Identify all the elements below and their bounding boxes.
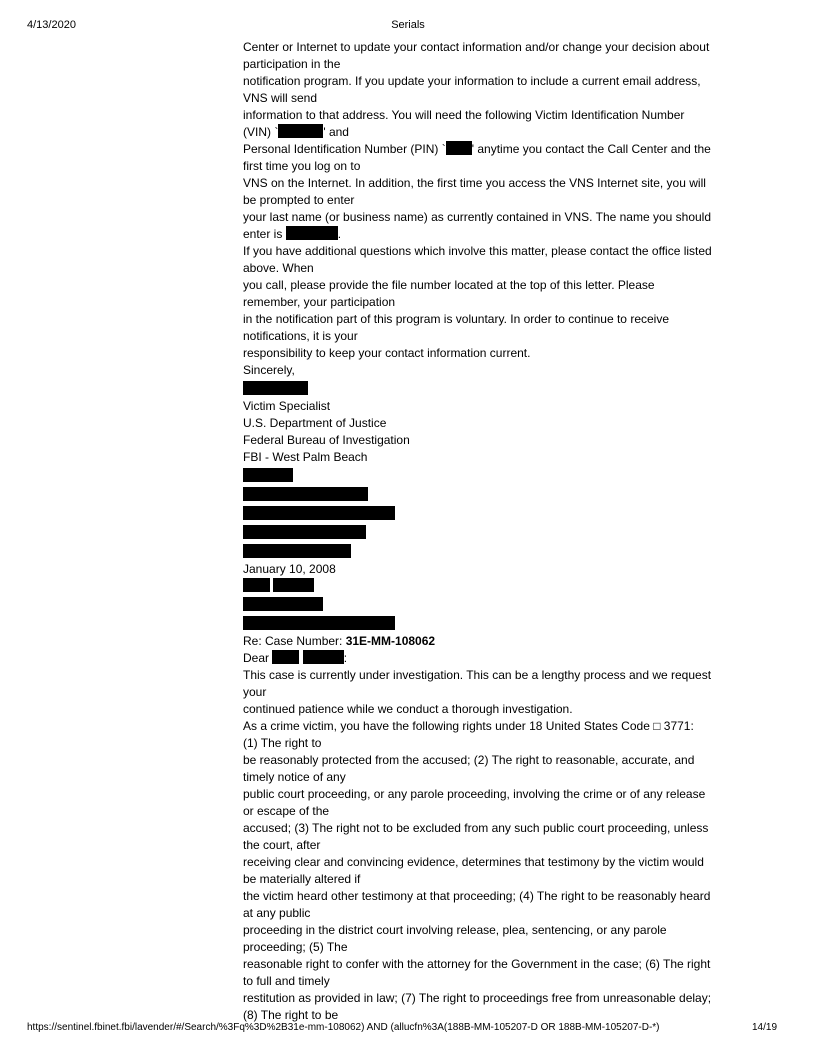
text-line: timely notice of any bbox=[243, 770, 346, 784]
text-line: first time you log on to bbox=[243, 159, 361, 173]
text-line: the court, after bbox=[243, 838, 321, 852]
redaction-pin bbox=[446, 141, 472, 155]
text-line: (1) The right to bbox=[243, 736, 322, 750]
text-line: notification program. If you update your information to include a current email address, bbox=[243, 74, 701, 88]
print-date: 4/13/2020 bbox=[27, 19, 76, 31]
dear-label: Dear bbox=[243, 651, 270, 665]
print-title: Serials bbox=[391, 19, 425, 31]
text-line: notifications, it is your bbox=[243, 329, 358, 343]
text-line: be materially altered if bbox=[243, 872, 361, 886]
text-line: This case is currently under investigation. This can be a lengthy process and we request bbox=[243, 668, 712, 682]
text-line: or escape of the bbox=[243, 804, 330, 818]
vin-line bbox=[243, 124, 718, 141]
redaction-recipient bbox=[243, 616, 718, 633]
enter-is-suffix: . bbox=[337, 227, 342, 241]
text-line: As a crime victim, you have the following rights under 18 United States Code □ 3771: bbox=[243, 719, 694, 733]
redaction-dear-first bbox=[272, 650, 299, 664]
text-line: you call, please provide the file number located at the top of this letter. Please bbox=[243, 278, 655, 292]
redaction-address bbox=[243, 544, 718, 561]
text-line: be prompted to enter bbox=[243, 193, 355, 207]
text-line: public court proceeding, or any parole proceeding, involving the crime or of any release bbox=[243, 787, 706, 801]
signature-line: Victim Specialist bbox=[243, 399, 331, 413]
text-line: Center or Internet to update your contact information and/or change your decision about bbox=[243, 40, 710, 54]
redaction-address bbox=[243, 506, 718, 523]
enter-is-prefix: enter is bbox=[243, 227, 286, 241]
text-line: proceeding; (5) The bbox=[243, 940, 348, 954]
redaction-address bbox=[243, 468, 718, 485]
re-prefix: Re: Case Number: bbox=[243, 634, 346, 648]
pin-prefix: Personal Identification Number (PIN) ` bbox=[243, 142, 446, 156]
text-line: in the notification part of this program is voluntary. In order to continue to receive bbox=[243, 312, 669, 326]
case-number-line bbox=[243, 633, 718, 650]
redaction-address bbox=[243, 487, 718, 504]
text-line: your bbox=[243, 685, 267, 699]
text-line: above. When bbox=[243, 261, 314, 275]
text-line: reasonable right to confer with the attorney for the Government in the case; (6) The right bbox=[243, 957, 711, 971]
vin-suffix: ' and bbox=[323, 125, 349, 139]
signature-line: FBI - West Palm Beach bbox=[243, 450, 368, 464]
dear-suffix: : bbox=[343, 651, 348, 665]
salutation-line bbox=[243, 650, 718, 667]
redaction-address bbox=[243, 525, 718, 542]
text-line: VNS will send bbox=[243, 91, 318, 105]
pin-suffix: ' anytime you contact the Call Center and the bbox=[471, 142, 711, 156]
text-line: responsibility to keep your contact information current. bbox=[243, 346, 531, 360]
letter-date: January 10, 2008 bbox=[243, 562, 336, 576]
redaction-signature bbox=[243, 381, 718, 398]
text-line: If you have additional questions which involve this matter, please contact the office listed bbox=[243, 244, 712, 258]
case-number: 31E-MM-108062 bbox=[345, 634, 436, 648]
text-line: continued patience while we conduct a thorough investigation. bbox=[243, 702, 573, 716]
text-line: participation in the bbox=[243, 57, 341, 71]
text-line: receiving clear and convincing evidence, determines that testimony by the victim would bbox=[243, 855, 704, 869]
text-line: VNS on the Internet. In addition, the first time you access the VNS Internet site, you will bbox=[243, 176, 706, 190]
page-number: 14/19 bbox=[752, 1022, 778, 1033]
pin-line bbox=[243, 141, 718, 158]
text-line: your last name (or business name) as currently contained in VNS. The name you should bbox=[243, 210, 712, 224]
redaction-recipient bbox=[243, 578, 718, 595]
text-line: restitution as provided in law; (7) The right to proceedings free from unreasonable delay; bbox=[243, 991, 712, 1005]
redaction-recipient bbox=[243, 597, 718, 614]
letter-body bbox=[243, 39, 718, 1024]
text-line: (8) The right to be bbox=[243, 1008, 339, 1022]
text-line: the victim heard other testimony at that proceeding; (4) The right to be reasonably heard bbox=[243, 889, 711, 903]
signature-line: Federal Bureau of Investigation bbox=[243, 433, 410, 447]
print-url: https://sentinel.fbinet.fbi/lavender/#/Search/%3Fq%3D%2B31e-mm-108062) AND (allucfn%3A(188B-MM-105207-D OR 188B-MM-105207-D-*) bbox=[27, 1022, 660, 1033]
text-line: Sincerely, bbox=[243, 363, 295, 377]
enter-is-line bbox=[243, 226, 718, 243]
redaction-name bbox=[286, 226, 338, 240]
text-line: remember, your participation bbox=[243, 295, 396, 309]
text-line: information to that address. You will need the following Victim Identification Number bbox=[243, 108, 685, 122]
redaction-dear-last bbox=[303, 650, 344, 664]
text-line: be reasonably protected from the accused; (2) The right to reasonable, accurate, and bbox=[243, 753, 695, 767]
signature-line: U.S. Department of Justice bbox=[243, 416, 387, 430]
text-line: accused; (3) The right not to be excluded from any such public court proceeding, unless bbox=[243, 821, 709, 835]
vin-prefix: (VIN) ` bbox=[243, 125, 279, 139]
text-line: at any public bbox=[243, 906, 311, 920]
redaction-vin bbox=[278, 124, 323, 138]
text-line: proceeding in the district court involving release, plea, sentencing, or any parole bbox=[243, 923, 667, 937]
text-line: to full and timely bbox=[243, 974, 330, 988]
